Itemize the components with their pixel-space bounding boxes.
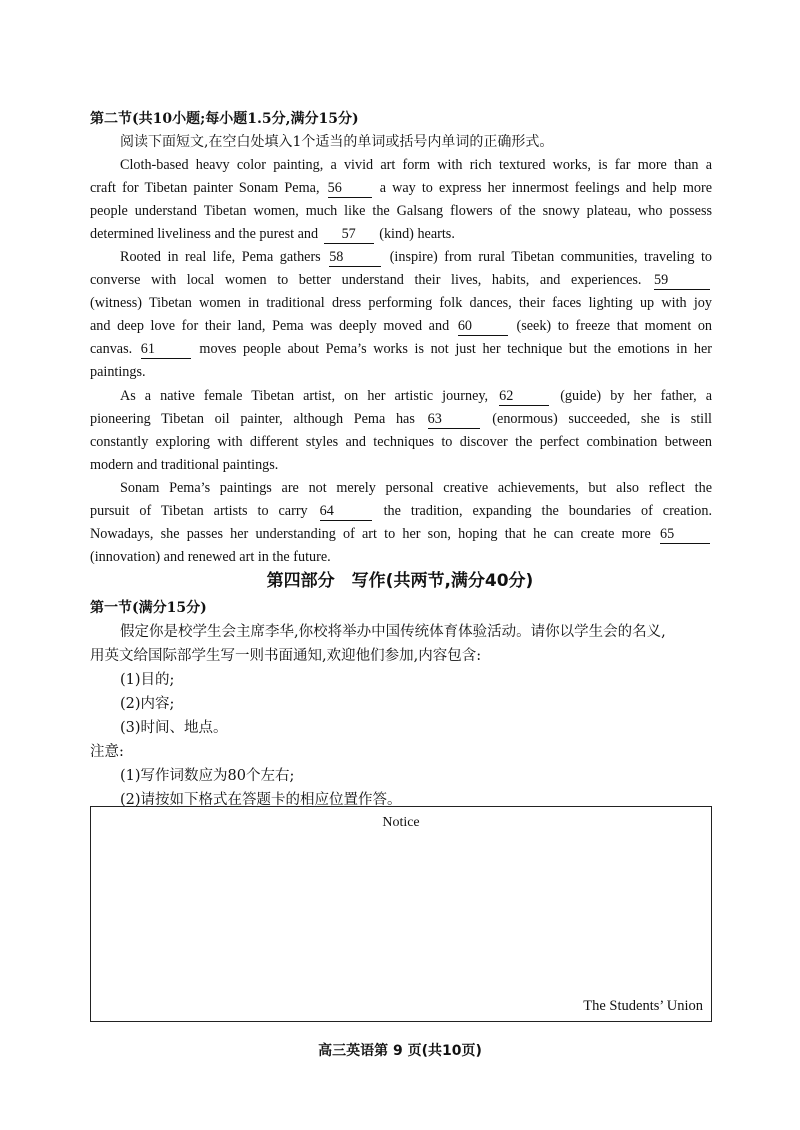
passage-text: a way to express her innermost feelings and help more xyxy=(379,180,712,196)
passage-text: (inspire) from rural Tibetan communities, traveling to xyxy=(389,249,712,265)
passage-line: (innovation) and renewed art in the future. xyxy=(90,549,331,565)
passage-text: (guide) by her father, a xyxy=(560,388,712,404)
passage-text: (kind) hearts. xyxy=(379,226,455,242)
passage-line: Cloth-based heavy color painting, a vivid art form with rich textured works, is far more than a xyxy=(120,157,712,173)
part4-title: 第四部分 写作(共两节,满分40分) xyxy=(266,571,534,591)
notice-title: Notice xyxy=(382,815,420,830)
passage-text: determined liveliness and the purest and xyxy=(90,226,319,242)
passage-line xyxy=(120,386,712,406)
passage-text: Nowadays, she passes her understanding of art to her son, hoping that he can create more xyxy=(90,526,651,542)
passage-text: the tradition, expanding the boundaries of creation. xyxy=(383,503,713,519)
passage-line xyxy=(90,524,712,544)
blank-64[interactable]: 64 xyxy=(320,503,372,521)
passage-text: and deep love for their land, Pema was deeply moved and xyxy=(90,318,450,334)
passage-line xyxy=(90,316,712,336)
passage-text: canvas. xyxy=(90,341,133,357)
notice-answer-box[interactable] xyxy=(90,806,712,1022)
passage-line xyxy=(90,270,712,290)
content-item: (2)内容; xyxy=(120,696,175,712)
blank-56[interactable]: 56 xyxy=(328,180,372,198)
note-label: 注意: xyxy=(90,744,124,760)
blank-62[interactable]: 62 xyxy=(499,388,549,406)
passage-text: (enormous) succeeded, she is still xyxy=(492,411,712,427)
passage-line xyxy=(90,409,712,429)
passage-line xyxy=(120,247,712,267)
passage-line xyxy=(90,178,712,198)
passage-text: Rooted in real life, Pema gathers xyxy=(120,249,321,265)
writing-prompt: 假定你是校学生会主席李华,你校将举办中国传统体育体验活动。请你以学生会的名义, xyxy=(120,624,666,640)
passage-text: craft for Tibetan painter Sonam Pema, xyxy=(90,180,320,196)
passage-text: converse with local women to better understand their lives, habits, and experiences. xyxy=(90,272,642,288)
blank-59[interactable]: 59 xyxy=(654,272,710,290)
part4-subsection: 第一节(满分15分) xyxy=(90,600,207,616)
blank-65[interactable]: 65 xyxy=(660,526,710,544)
passage-text: pioneering Tibetan oil painter, although Pema has xyxy=(90,411,415,427)
content-item: (1)目的; xyxy=(120,672,175,688)
page-footer: 高三英语第 9 页(共10页) xyxy=(318,1043,482,1059)
blank-60[interactable]: 60 xyxy=(458,318,508,336)
blank-58[interactable]: 58 xyxy=(329,249,381,267)
note-item: (2)请按如下格式在答题卡的相应位置作答。 xyxy=(120,792,402,808)
passage-line: constantly exploring with different styles and techniques to discover the perfect combination between xyxy=(90,434,712,450)
note-item: (1)写作词数应为80个左右; xyxy=(120,768,295,784)
section-instruction: 阅读下面短文,在空白处填入1个适当的单词或括号内单词的正确形式。 xyxy=(120,134,554,150)
passage-line: (witness) Tibetan women in traditional dress performing folk dances, their faces lighting up with joy xyxy=(90,295,712,311)
blank-63[interactable]: 63 xyxy=(428,411,480,429)
blank-61[interactable]: 61 xyxy=(141,341,191,359)
passage-text: As a native female Tibetan artist, on her artistic journey, xyxy=(120,388,489,404)
passage-line xyxy=(90,339,712,359)
section-heading: 第二节(共10小题;每小题1.5分,满分15分) xyxy=(90,111,359,127)
passage-text: moves people about Pema’s works is not just her technique but the emotions in her xyxy=(199,341,713,357)
passage-text: pursuit of Tibetan artists to carry xyxy=(90,503,308,519)
passage-line: modern and traditional paintings. xyxy=(90,457,279,473)
writing-prompt: 用英文给国际部学生写一则书面通知,欢迎他们参加,内容包含: xyxy=(90,648,482,664)
passage-line xyxy=(90,224,455,244)
passage-text: (seek) to freeze that moment on xyxy=(516,318,713,334)
passage-line xyxy=(90,501,712,521)
blank-57[interactable]: 57 xyxy=(324,226,374,244)
passage-line: people understand Tibetan women, much like the Galsang flowers of the snowy plateau, who possess xyxy=(90,203,712,219)
passage-line: Sonam Pema’s paintings are not merely personal creative achievements, but also reflect the xyxy=(120,480,712,496)
notice-signature: The Students’ Union xyxy=(583,998,703,1014)
passage-line: paintings. xyxy=(90,364,146,380)
content-item: (3)时间、地点。 xyxy=(120,720,228,736)
